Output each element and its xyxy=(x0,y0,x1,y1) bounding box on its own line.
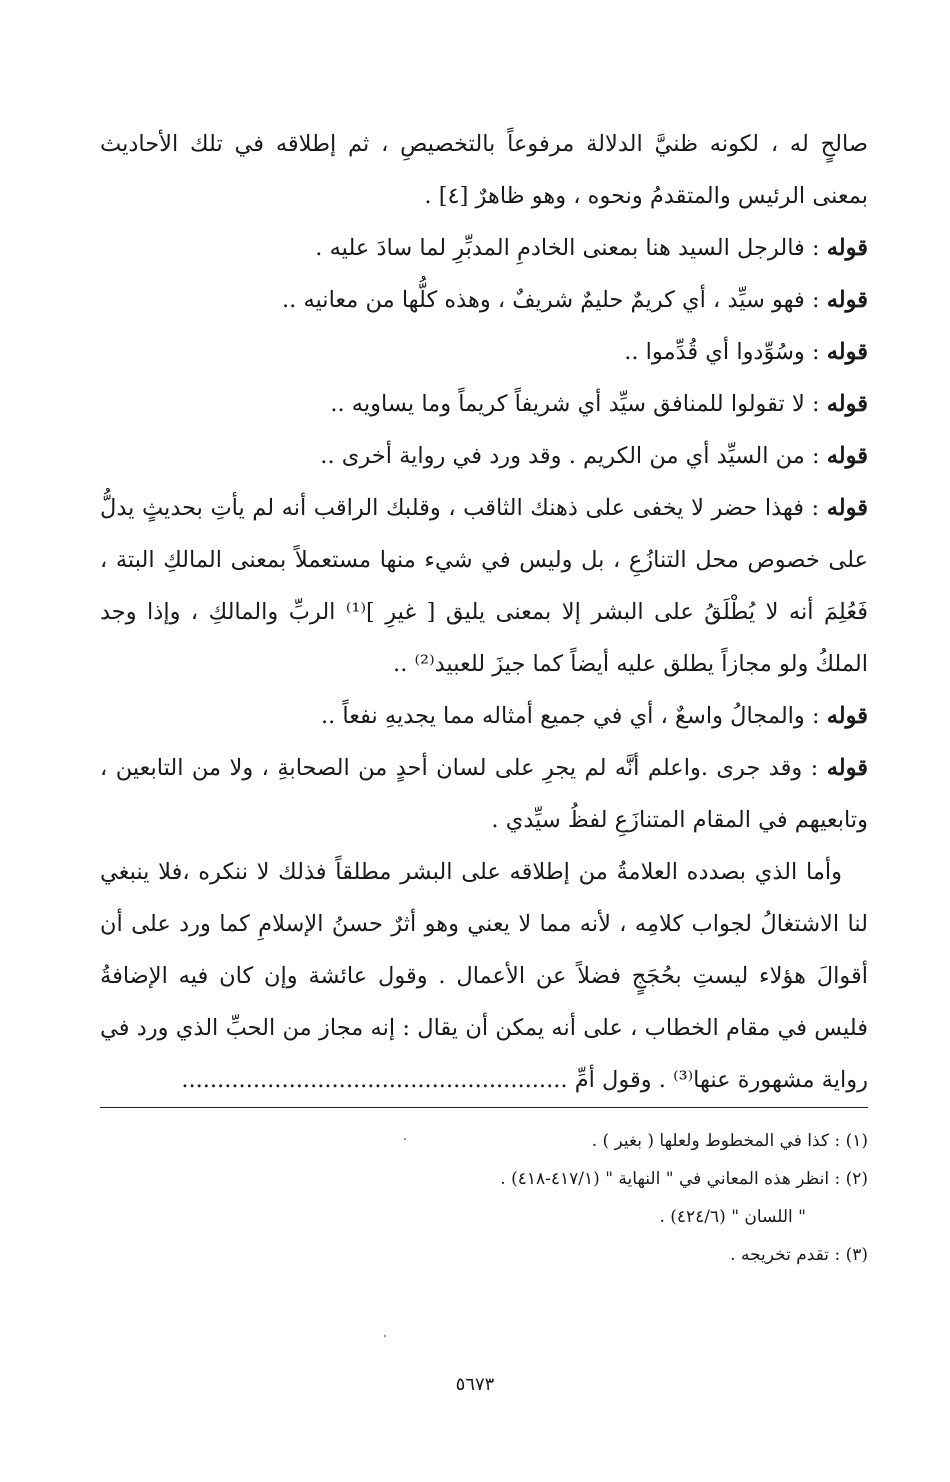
paragraph-text: : فهو سيِّد ، أي كريمٌ حليمٌ شريفٌ ، وهذه كلُّها من معانيه .. xyxy=(282,287,827,313)
scan-speck xyxy=(384,1335,386,1337)
keyword-qawluhu: قوله xyxy=(826,495,868,521)
paragraph-text: : وسُوِّدوا أي قُدِّموا .. xyxy=(624,339,827,365)
footnote-2: (٢) : انظر هذه المعاني في " النهاية " (٤١٧/١-٤١٨) . xyxy=(500,1169,868,1189)
paragraph-commentary xyxy=(100,846,868,1106)
keyword-qawluhu: قوله xyxy=(826,391,868,417)
paragraph-text: : وقد جرى .واعلم أنَّه لم يجرِ على لسان أحدٍ من الصحابةِ ، ولا من التابعين ، وتابعيهم في المقام المتنازَعِ لفظُ سيِّدي . xyxy=(100,755,868,833)
paragraph-text: : من السيِّد أي من الكريم . وقد ورد في رواية أخرى .. xyxy=(320,443,827,469)
paragraph-text: : لا تقولوا للمنافق سيِّد أي شريفاً كريماً وما يساويه .. xyxy=(330,391,827,417)
paragraph-qawluhu xyxy=(100,222,868,274)
paragraph-qawluhu xyxy=(100,274,868,326)
paragraph-qawluhu xyxy=(100,430,868,482)
main-text xyxy=(100,118,868,1106)
paragraph-intro xyxy=(100,118,868,222)
paragraph-qawluhu xyxy=(100,378,868,430)
paragraph-text: : والمجالُ واسعٌ ، أي في جميع أمثاله مما يجديهِ نفعاً .. xyxy=(320,703,827,729)
paragraph-text: : فهذا حضر لا يخفى على ذهنك الثاقب ، وقلبك الراقب أنه لم يأتِ بحديثٍ يدلُّ على خصوص محل التنازُعِ ، بل وليس في شيء منها مستعملاً بمعنى المالكِ البتة ، فَعُلِمَ أنه لا يُطْلَقُ على البشر إلا بمعنى يليق [ غيرِ ]⁽¹⁾ الربِّ والمالكِ ، وإذا وجد الملكُ ولو مجازاً يطلق عليه أيضاً كما جيزَ للعبيد⁽²⁾ .. xyxy=(100,495,868,677)
paragraph-qawluhu xyxy=(100,742,868,846)
footnote-2-continuation: " اللسان " (٤٢٤/٦) . xyxy=(659,1207,806,1227)
keyword-qawluhu: قوله xyxy=(826,235,868,261)
keyword-qawluhu: قوله xyxy=(826,339,868,365)
footnote-3: (٣) : تقدم تخريجه . xyxy=(730,1245,868,1265)
paragraph-qawluhu xyxy=(100,326,868,378)
keyword-qawluhu: قوله xyxy=(826,287,868,313)
paragraph-qawluhu xyxy=(100,482,868,690)
keyword-qawluhu: قوله xyxy=(826,755,868,781)
paragraph-qawluhu xyxy=(100,690,868,742)
keyword-qawluhu: قوله xyxy=(826,703,868,729)
paragraph-text: وأما الذي بصدده العلامةُ من إطلاقه على البشر مطلقاً فذلك لا ننكره ،فلا ينبغي لنا الاشتغالُ لجواب كلامِه ، لأنه مما لا يعني وهو أثرٌ حسنُ الإسلامِ كما ورد على أن أقوالَ هؤلاء ليستِ بحُجَجٍ فضلاً عن الأعمال . وقول عائشة وإن كان فيه الإضافةُ فليس في مقام الخطاب ، على أنه يمكن أن يقال : إنه مجاز من الحبِّ الذي ورد في رواية مشهورة عنها⁽³⁾ . وقول أمِّ ...................................................... xyxy=(100,859,868,1093)
footnotes xyxy=(100,1122,868,1274)
footnote-1: (١) : كذا في المخطوط ولعلها ( بغير ) . xyxy=(591,1131,868,1151)
paragraph-text: : فالرجل السيد هنا بمعنى الخادمِ المدبِّرِ لما سادَ عليه . xyxy=(315,235,827,261)
scan-speck xyxy=(404,1138,406,1140)
keyword-qawluhu: قوله xyxy=(826,443,868,469)
page-number: ٥٦٧٣ xyxy=(455,1374,495,1395)
footnote-separator xyxy=(100,1107,868,1108)
paragraph-text: صالحٍ له ، لكونه ظنيَّ الدلالة مرفوعاً بالتخصيصِ ، ثم إطلاقه في تلك الأحاديث بمعنى الرئيس والمتقدمُ ونحوه ، وهو ظاهرٌ [٤] . xyxy=(100,131,868,209)
